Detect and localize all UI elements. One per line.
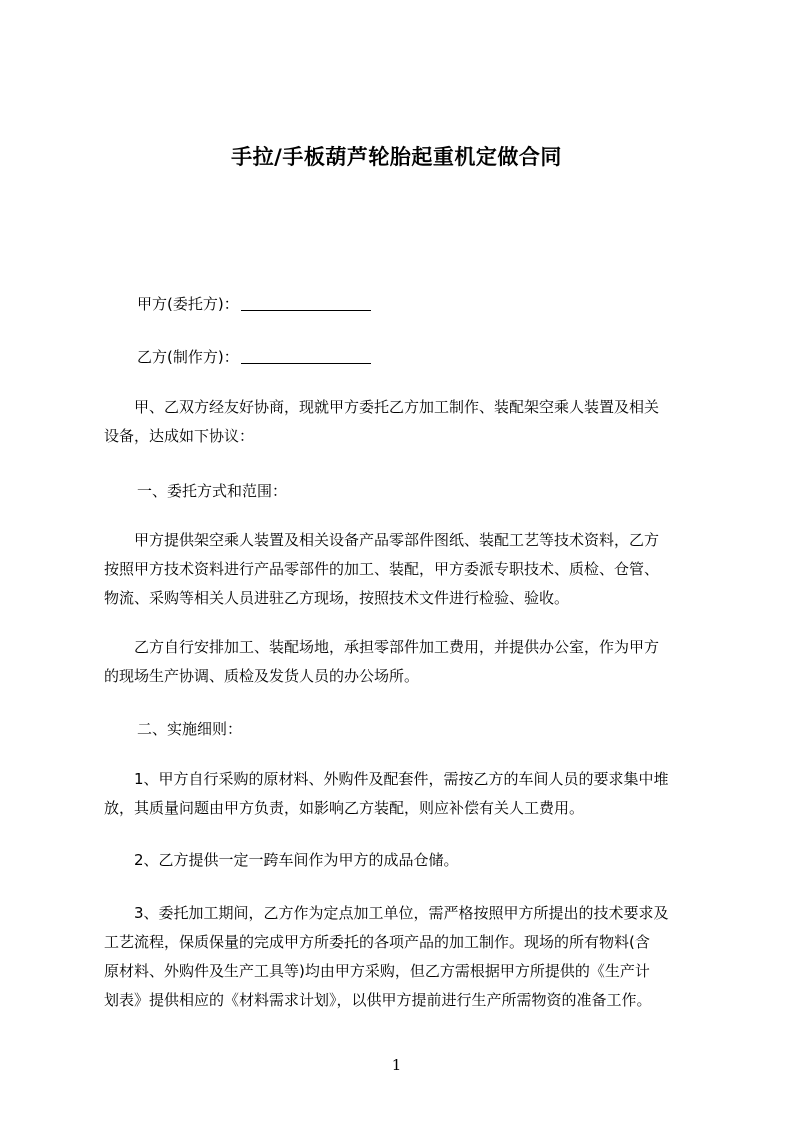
intro-paragraph (104, 393, 704, 451)
paragraph-line: 甲方提供架空乘人装置及相关设备产品零部件图纸、装配工艺等技术资料，乙方 (104, 531, 660, 549)
paragraph-line: 甲、乙双方经友好协商，现就甲方委托乙方加工制作、装配架空乘人装置及相关 (104, 398, 660, 416)
paragraph-line: 3、委托加工期间，乙方作为定点加工单位，需严格按照甲方所提出的技术要求及 (104, 904, 669, 922)
section1-heading: 一、委托方式和范围： (137, 482, 288, 500)
section2-item-3 (104, 899, 704, 1015)
paragraph-line: 乙方自行安排加工、装配场地，承担零部件加工费用，并提供办公室，作为甲方 (104, 638, 660, 656)
paragraph-line: 工艺流程，保质保量的完成甲方所委托的各项产品的加工制作。现场的所有物料(含 (104, 933, 650, 951)
party-b-line (137, 346, 371, 367)
document-title: 手拉/手板葫芦轮胎起重机定做合同 (231, 145, 562, 169)
party-a-blank (241, 296, 371, 311)
paragraph-line: 原材料、外购件及生产工具等)均由甲方采购，但乙方需根据甲方所提供的《生产计 (104, 962, 650, 980)
paragraph-line: 放，其质量问题由甲方负责，如影响乙方装配，则应补偿有关人工费用。 (104, 799, 585, 817)
paragraph-line: 按照甲方技术资料进行产品零部件的加工、装配，甲方委派专职技术、质检、仓管、 (104, 560, 660, 578)
section1-paragraph-1 (104, 526, 704, 613)
page-number: 1 (391, 1056, 402, 1074)
paragraph-line: 2、乙方提供一定一跨车间作为甲方的成品仓储。 (104, 851, 459, 869)
section2-heading: 二、实施细则： (137, 720, 243, 738)
paragraph-line: 1、甲方自行采购的原材料、外购件及配套件，需按乙方的车间人员的要求集中堆 (104, 770, 669, 788)
section2-item-1 (104, 765, 704, 823)
paragraph-line: 划表》提供相应的《材料需求计划》，以供甲方提前进行生产所需物资的准备工作。 (104, 991, 652, 1009)
section1-paragraph-2 (104, 633, 704, 691)
paragraph-line: 物流、采购等相关人员进驻乙方现场，按照技术文件进行检验、验收。 (104, 589, 570, 607)
party-a-label: 甲方(委托方)： (137, 295, 239, 313)
party-b-blank (241, 349, 371, 364)
paragraph-line: 的现场生产协调、质检及发货人员的办公场所。 (104, 667, 420, 685)
paragraph-line: 设备，达成如下协议： (104, 427, 255, 445)
party-b-label: 乙方(制作方)： (137, 348, 239, 366)
section2-item-2 (104, 846, 704, 875)
party-a-line (137, 293, 371, 314)
